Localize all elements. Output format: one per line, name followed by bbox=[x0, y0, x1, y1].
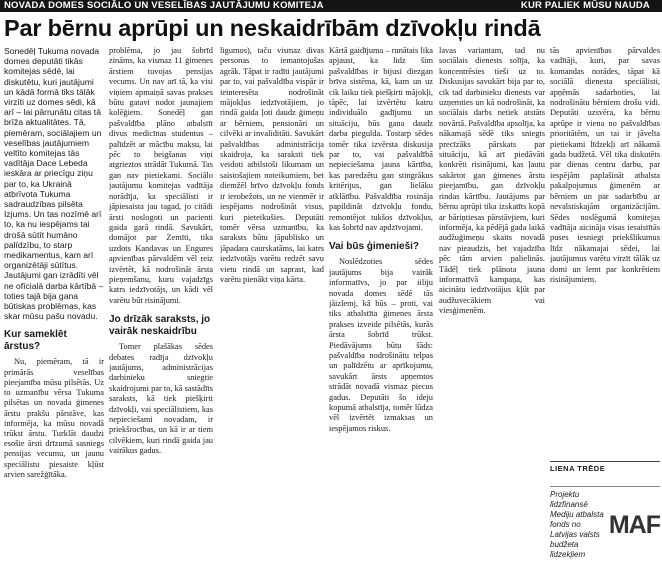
column-5-body: lavas variantam, tad nu sociālais dienests solīja, ka koncentrēsies tieši uz to. Diskusijas savukārt bija par to, cik tad darbinieku dienests var uzņemties un kā nodrošināt, ka sociālais darbs netiek atstāts novārtā. Pašvaldība apsolīja, ka nākamajā sēdē tiks sniegts precīzāks pārskats par situāciju, kā arī piedāvāti konkrēti risinājumi, kas ļautu sakārtot gan ģimenes ārstu pieejamību, gan dzīvokļu rindas kārtību. Jautājums par bērnu aprūpi tika izskatīts kopā ar bāriņtiesas pārstāvjiem, kuri informēja, ka pēdējā gada laikā audžuģimeņu skaits novadā nav pieaudzis, bet vajadzība pēc tām arvien palielinās. Tādēļ tiek plānota jauna informatīvā kampaņa, kas aicinātu iedzīvotājus kļūt par audžuvecākiem vai viesģimenēm. bbox=[439, 46, 545, 316]
column-6 bbox=[550, 46, 660, 575]
rubric-title: KUR PALIEK MŪSU NAUDA bbox=[520, 0, 650, 11]
column-4-body: Kārtā gaidījuma – runātais lika apjaust, ka lidz šim pašvaldības ir bijusi diezgan brīva sistēma, kā, kam un uz cik laiku tiek piešķirti mājokļi, tāpēc, lai izvērtētu katru individuālo gadījumu un situāciju, būs gana daudz darba piegulda. Tostarp sēdes tomēr tika izvērsta diskusija par to, vai pašvaldībā nepieciešama jauna kārtība, kas paredzētu gan stingrākus kritērijus, gan lielāku atklātību. Pašvaldība rosināja papildināt dzīvokļu fondu, remontējot tukšos dzīvokļus, kas šobrīd nav apdzīvojami. bbox=[329, 46, 433, 232]
column-1 bbox=[4, 46, 104, 575]
author-byline: LIENA TRĒDE bbox=[550, 461, 660, 474]
column-4-body-2: Noslēdzoties sēdes jautājums bija vairāk informatīvs, jo par iiliju novada domes sēdē tās jāizlemj, kā būs – proti, vai tiks atbalstīta ģimenes ārsta prakses izveide pilsētās, kurās ārsta šobrīd trūkst. Piedāvājums būtu šāds: pašvaldība nodrošinātu telpas un palīdzētu ar aprīkojumu, savukārt ārsts apņemtos strādāt novadā vismaz piecus gadus. Deputāti šo ideju kopumā atbalstīja, tomēr lūdza vēl izvērtēt izmaksas un iespējamos riskus. bbox=[329, 257, 433, 433]
column-1-body: Nu, piemēram, tā ir primārās veselības pieejamība mūsu pilsētās. Uz to uzmanību vērsa Tukuma pilsētas un novada ģimenes ārstu prakšu pārstāve, kas informēja, ka mūsu novadā trūkst ārstu. Turklāt daudzi esošie ārsti drīzumā sasniegs pensijas vecumu, un jaunu speciālistu piesaiste kļūst arvien sarežģītāka. bbox=[4, 357, 104, 479]
section-title: NOVADA DOMES SOCIĀLO UN VESELĪBAS JAUTĀJUMU KOMITEJA bbox=[4, 0, 324, 11]
column-2 bbox=[109, 46, 213, 575]
subheading-family-doctors: Vai būs ģimenieši? bbox=[329, 241, 420, 253]
article-headline: Par bērnu aprūpi un neskaidrībām dzīvokļu rindā bbox=[4, 15, 541, 41]
column-3 bbox=[220, 46, 324, 575]
funding-credit bbox=[550, 486, 660, 560]
column-2-body: problēma, jo jau šobrīd zināms, ka vismaz 11 ģimenes ārstiem tuvojas pensijas vecums. Un nav arī tā, ka visi viņiem apmaiņā savas prakses būtu gatavi nodot jaunajiem kolēģiem. Sonedēļ gan pašvaldība plāno atbalstīt divus medicīnas studentus – palīdzēt ar mācību maksu, lai pēc to beigšanas viņi atgrieztos strādāt Tukumā. Tas gan nav pietiekami. Sociālo jautājumu komitejas vadītāja norādīja, ka speciālisti ir jāpiesaista jau tagad, jo citādi ārsti noslogoti un pacienti gaida garā rindā. Savukārt, domājot par Zemīti, tika uzdots Kandavas un Engures apvienības pārvaldēm vēl reiz izvērtēt, kā nodrošināt ārsta pieņemšanu, kuru vajadzīgs katrs iedzīvotājs, un kādi vēl varētu būt risinājumi. bbox=[109, 46, 213, 305]
article-lead: Sonedēļ Tukuma novada domes deputāti tikās komitejas sēdē, lai diskutētu, kuri jautājumi un kādā formā tiks tālāk virzīti uz domes sēdi, kā arī – lai pārrunātu citas tā brīža aktualitātes. Tā, piemēram, sociālajiem un veselības jautājumiem veltīto komitejas tās vadītāja Dace Lebeda ieskāra ar priecīgu ziņu par to, ka Ukrainā atbrīvota Tukuma sadraudzības pilsēta Izjums. Un tas nozīmē arī to, ka nu iespējams tai drošā sūtīt humāno palīdzību, to starp medikamentus, kam arī organizētāji sūtītus. Jautājumi gan izrādīti vēl ne ofīcialā darba kārtībā – toties tajā bija gana būtiskas problēmas, kas skar mūsu pašu novadu. bbox=[4, 46, 104, 322]
column-6-body: tās apvienības pārvaldes vadītāji, kuri, par savas komandas norādes, tāpat kā sociālā dienesta speciālisti, apņēmās sadarboties, lai nodrošinātu bērniem drošu vidi. Deputāti uzsvēra, ka bērnu aprūpe ir viena no pašvaldības prioritātēm, un tai ir jāvelta pietiekami līdzekļi arī nākamā gada budžetā. Vēl tika diskutēts par dienas centru darbu, par iespējām paplašināt atbalsta pakalpojumus ģimenēm ar bērniem un par sadarbību ar nevalstiskajām organizācijām. Sēdes noslēgumā komitejas vadītāja aicināja visas iesaistītās puses iesniegt priekšlikumus līdz nākamajai sēdei, lai jautājumus varētu virzīt tālāk uz domi un lemt par konkrētiem risinājumiem. bbox=[550, 46, 660, 284]
column-5 bbox=[439, 46, 545, 575]
column-3-body: ligumos), taču vismaz divas personas to iemantojušas agrāk. Tāpat ir radīti jautājumi par to, vai pašvaldība vispār ir ieinteresēta nodrošināt mājokļus iedzīvotājiem, jo rindā gaida ļoti daudz ģimeņu ar bērniem, pensionāri un cilvēki ar invaliditāti. Savukārt pašvaldības administrācija skaidroja, ka saraksti tiek veidoti atbilstoši likumam un saistošajiem noteikumiem, bet diemžēl brīvo dzīvokļu fonds ir ierobežots, un ne vienmēr ir iespējams nodrošināt visus, kuri pieteikušies. Deputāti tomēr vērsa uzmanību, ka saraksts būtu jāpublisko un jāpadara caurskatāms, lai katrs iedzīvotājs varētu redzēt savu vietu rindā un saprast, kad varētu pienākt viņa kārta. bbox=[220, 46, 324, 284]
column-4 bbox=[329, 46, 433, 575]
column-2-body-2: Tomer plašākas sēdes debates radīja dzīvokļu jautājums, administrācijas darbinieku sniegtie skaidrojumi par to, kā sastādīts saraksts, kā tiek piešķirti dzīvokļi, vai speciālistiem, kas nepieciešami novadam, ir priekšrocības, un kā ir ar tiem cilvēkiem, kuri rindā gaida jau vairākus gadus. bbox=[109, 342, 213, 456]
subheading-doctors: Kur sameklēt ārstus? bbox=[4, 329, 67, 353]
funding-credit-text: Projektu līdzfinansē Mediju atbalsta fonds no Latvijas valsts budžeta līdzekļiem bbox=[550, 490, 604, 560]
section-header-bar bbox=[0, 0, 662, 12]
subheading-housing: Jo drīzāk saraksts, jo vairāk neskaidrību bbox=[109, 314, 211, 338]
maf-logo: MAF bbox=[608, 511, 660, 540]
